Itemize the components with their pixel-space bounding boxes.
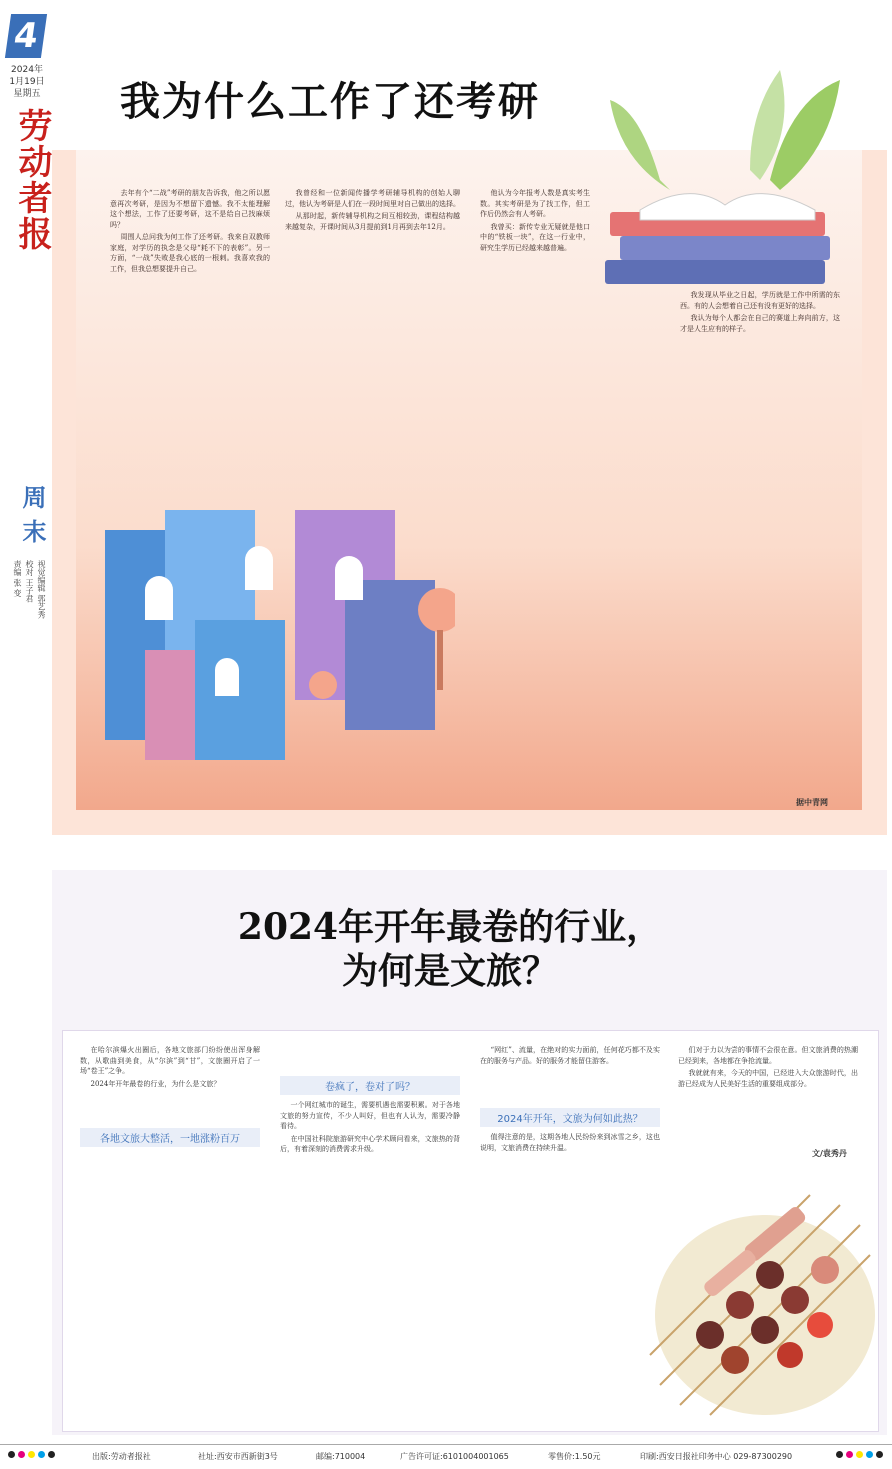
paragraph: 我曾买：新传专业无疑就是他口中的“铁板一块”，在这一行业中，研究生学历已经越来越普遍。 xyxy=(480,222,590,252)
article1-headline: 我为什么工作了还考研 xyxy=(120,79,540,125)
date-weekday: 星期五 xyxy=(13,89,41,99)
footer-license: 广告许可证:6101004001065 xyxy=(400,1452,509,1461)
paragraph: 去年有个“二战”考研的朋友告诉我，他之所以愿意再次考研，是因为不想留下遗憾。我不太能理解这个想法，工作了还要考研，这不是给自己找麻烦吗？ xyxy=(110,189,270,229)
article2-author: 文/袁秀丹 xyxy=(812,1149,847,1158)
section-title: 周末 xyxy=(18,485,47,553)
paragraph: 我认为每个人都会在自己的赛道上奔向前方，这才是人生应有的样子。 xyxy=(680,314,840,333)
registration-dot xyxy=(48,1451,55,1458)
date-block xyxy=(6,64,48,100)
article1-col4 xyxy=(680,290,840,336)
registration-dot xyxy=(8,1451,15,1458)
footer xyxy=(0,1444,892,1467)
paragraph: 们对于力以为尝的事情不会很在意。但文旅消费的热潮已经到来，各地都在争抢流量。 xyxy=(678,1046,858,1065)
credit-editor: 责编 张 变 xyxy=(13,560,22,598)
article2-headline xyxy=(150,905,750,993)
paragraph: 他认为今年报考人数是真实考生数。其实考研是为了找工作，但工作后仍然会有人考研。 xyxy=(480,189,590,218)
credits xyxy=(10,560,50,630)
paragraph: 我曾经和一位新闻传播学考研辅导机构的创始人聊过，他认为考研是人们在一段时间里对自己做出的选择。 xyxy=(285,189,460,208)
registration-dot xyxy=(866,1451,873,1458)
paragraph: 一个网红城市的诞生，需要机遇也需要积累。对于各地文旅的努力宣传，不少人叫好，但也有人认为，需要冷静看待。 xyxy=(280,1101,460,1130)
registration-dot xyxy=(836,1451,843,1458)
footer-price: 零售价:1.50元 xyxy=(548,1452,601,1461)
paragraph: 2024年开年最卷的行业，为什么是文旅？ xyxy=(90,1079,221,1088)
article2-col3b xyxy=(480,1132,660,1155)
registration-dot xyxy=(846,1451,853,1458)
footer-address: 社址:西安市西新街3号 xyxy=(198,1452,278,1461)
paragraph: 我发现从毕业之日起，学历就是工作中所需的东西。有的人会想着自己还有没有更好的选择。 xyxy=(680,291,840,310)
article2-col3 xyxy=(480,1045,660,1068)
footer-printer: 印刷:西安日报社印务中心 029-87300290 xyxy=(640,1452,793,1461)
paragraph: 在中国社科院旅游研究中心学术顾问看来，文旅热的背后，有着深刻的消费需求升级。 xyxy=(280,1134,460,1153)
article1-col2 xyxy=(285,188,460,234)
registration-dot xyxy=(28,1451,35,1458)
article2-col2 xyxy=(280,1100,460,1157)
paragraph: 值得注意的是，这期各地人民纷纷来到冰雪之乡，这也说明，文旅消费在持续升温。 xyxy=(480,1133,660,1152)
paragraph: “网红”、流量，在绝对的实力面前，任何花巧都不及实在的服务与产品。好的服务才能留住游客。 xyxy=(480,1046,660,1065)
paragraph: 从那时起，新传辅导机构之间互相较劲，课程结构越来越复杂，开课时间从3月提前到1月再到去年12月。 xyxy=(285,212,460,231)
article2-subhead1: 各地文旅大整活，一地涨粉百万 xyxy=(80,1128,260,1147)
credit-proofreader: 校对 王子君 xyxy=(25,560,34,603)
article2-col1 xyxy=(80,1045,260,1091)
date-day: 1月19日 xyxy=(9,77,45,87)
footer-postcode: 邮编:710004 xyxy=(316,1452,366,1461)
article1-author: 据中青网 xyxy=(796,798,828,807)
registration-dot xyxy=(18,1451,25,1458)
article1-col3 xyxy=(480,188,590,255)
credit-visual-editor: 视觉编辑 郭艺秀 xyxy=(37,560,46,619)
article2-subhead3: 2024年开年，文旅为何如此热？ xyxy=(480,1108,660,1127)
article1-col1 xyxy=(110,188,270,276)
masthead-logo: 劳动者报 xyxy=(12,108,52,252)
footer-publisher: 出版:劳动者报社 xyxy=(92,1452,151,1461)
books-illustration xyxy=(600,60,860,290)
registration-dot xyxy=(876,1451,883,1458)
page-number: 4 xyxy=(5,14,47,58)
skewers-illustration xyxy=(640,1165,880,1425)
registration-dot xyxy=(38,1451,45,1458)
books-castle-illustration xyxy=(95,500,455,760)
paragraph: 在哈尔滨爆火出圈后，各地文旅部门纷纷使出浑身解数，从歌曲到美食，从“尔滨”到“甘”，文旅圈开启了一场“卷王”之争。 xyxy=(80,1046,260,1075)
paragraph: 我就就有来，今天的中国，已经进入大众旅游时代，出游已经成为人民美好生活的重要组成部分。 xyxy=(678,1069,858,1088)
article2-col4 xyxy=(678,1045,858,1091)
date-year: 2024年 xyxy=(11,65,43,75)
registration-dot xyxy=(856,1451,863,1458)
headline-line2: 为何是文旅？ xyxy=(341,950,558,992)
leaf-icon xyxy=(610,70,840,190)
paragraph: 周围人总问我为何工作了还考研。我来自双教师家庭，对学历的执念是父母“耗不下的表彰”。另一方面，“一战”失败是我心底的一根刺。我喜欢我的工作，但我总想要提升自己。 xyxy=(110,233,270,273)
article2-subhead2: 卷疯了，卷对了吗？ xyxy=(280,1076,460,1095)
headline-line1: 2024年开年最卷的行业， xyxy=(237,906,663,948)
